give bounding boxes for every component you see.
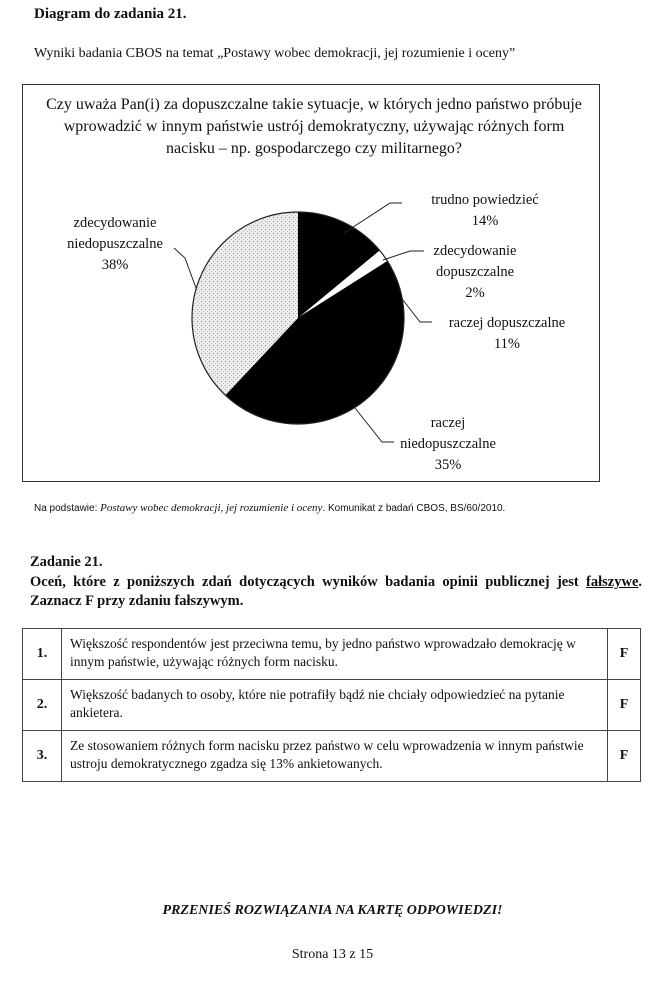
- instruction-emphasis: fałszywe: [586, 574, 639, 590]
- instruction-text: . Zaznacz F przy zdaniu fałszywym.: [30, 574, 642, 609]
- slice-value-text: 38%: [101, 257, 129, 273]
- table-row: [23, 680, 641, 731]
- footer-note: PRZENIEŚ ROZWIĄZANIA NA KARTĘ ODPOWIEDZI!: [162, 903, 503, 918]
- slice-label-text: raczej niedopuszczalne: [400, 415, 496, 452]
- slice-label-text: zdecydowanie dopuszczalne: [433, 243, 517, 280]
- slice-value-text: 11%: [493, 336, 521, 352]
- statement-text: Większość badanych to osoby, które nie potrafiły bądź nie chciały odpowiedzieć na pytanie ankietera.: [62, 680, 608, 731]
- pie-label-zdecydowanie-dopuszczalne: [420, 241, 530, 304]
- slice-label-text: raczej dopuszczalne: [448, 315, 566, 331]
- statement-text: Większość respondentów jest przeciwna temu, by jedno państwo wprowadzało demokrację w innym państwie, używając różnych form nacisku.: [62, 629, 608, 680]
- page-number: Strona 13 z 15: [291, 947, 374, 962]
- statement-mark-cell[interactable]: F: [608, 629, 641, 680]
- leader-line-zdecydowanie-dopuszczalne: [383, 251, 424, 260]
- source-note: [34, 502, 505, 514]
- instruction-text: Oceń, które z poniższych zdań dotyczących wyników badania opinii publicznej jest: [30, 574, 587, 590]
- table-row: [23, 731, 641, 782]
- statement-number: 2.: [23, 680, 62, 731]
- slice-value-text: 35%: [434, 457, 462, 473]
- source-title: Postawy wobec demokracji, jej rozumienie i oceny: [100, 502, 323, 514]
- slice-value-text: 14%: [471, 213, 499, 229]
- statement-mark-cell[interactable]: F: [608, 680, 641, 731]
- task-instruction: [30, 573, 642, 611]
- statement-text: Ze stosowaniem różnych form nacisku przez państwo w celu wprowadzenia w innym państwie ustroju demokratycznego zgadza się 13% ankietowanych.: [62, 731, 608, 782]
- pie-label-zdecydowanie-niedopuszczalne: [40, 213, 190, 276]
- statement-mark-cell[interactable]: F: [608, 731, 641, 782]
- task-heading: Zadanie 21.: [30, 554, 103, 570]
- pie-label-trudno-powiedziec: [400, 190, 570, 232]
- source-prefix: Na podstawie:: [34, 503, 101, 514]
- source-suffix: . Komunikat z badań CBOS, BS/60/2010.: [322, 503, 506, 514]
- pie-label-raczej-dopuszczalne: [432, 313, 582, 355]
- pie-label-raczej-niedopuszczalne: [388, 413, 508, 476]
- slice-label-text: trudno powiedzieć: [431, 192, 539, 208]
- table-row: [23, 629, 641, 680]
- statement-number: 1.: [23, 629, 62, 680]
- statement-number: 3.: [23, 731, 62, 782]
- diagram-heading: Diagram do zadania 21.: [34, 6, 187, 22]
- chart-title: Czy uważa Pan(i) za dopuszczalne takie sytuacje, w których jedno państwo próbuje wprowadzić w innym państwie ustrój demokratyczny, używając różnych form nacisku – np. gospodarczego czy militarnego?: [46, 96, 582, 157]
- statements-table: [22, 628, 641, 782]
- slice-label-text: zdecydowanie niedopuszczalne: [67, 215, 163, 252]
- slice-value-text: 2%: [465, 285, 485, 301]
- diagram-intro: Wyniki badania CBOS na temat „Postawy wobec demokracji, jej rozumienie i oceny”: [34, 46, 516, 61]
